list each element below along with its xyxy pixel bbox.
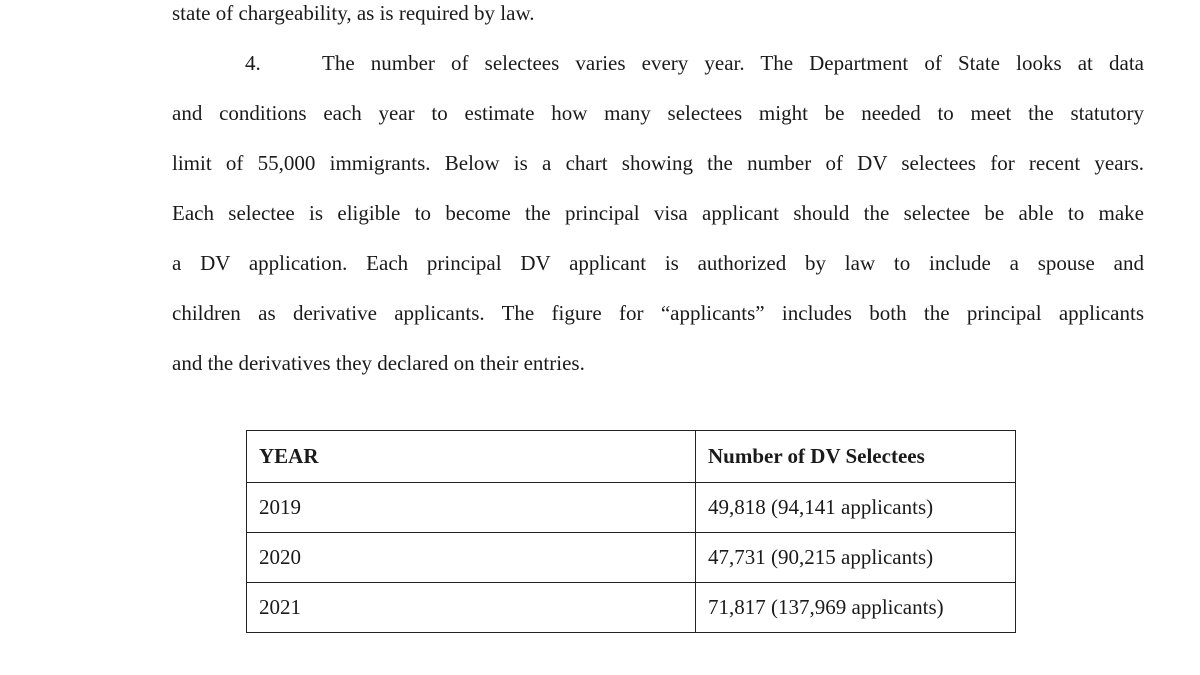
table-cell-selectees: 49,818 (94,141 applicants) (696, 483, 1016, 533)
column-header-selectees: Number of DV Selectees (696, 431, 1016, 483)
text-line: a DV application. Each principal DV applicant is authorized by law to include a spouse and (172, 251, 1144, 275)
table-row (247, 583, 1016, 633)
column-header-year: YEAR (247, 431, 696, 483)
table-cell-year: 2019 (247, 483, 696, 533)
table-cell-selectees: 71,817 (137,969 applicants) (696, 583, 1016, 633)
text-line: limit of 55,000 immigrants. Below is a chart showing the number of DV selectees for recent years. (172, 151, 1144, 175)
table-cell-selectees: 47,731 (90,215 applicants) (696, 533, 1016, 583)
table-cell-year: 2021 (247, 583, 696, 633)
paragraph-number: 4. (245, 51, 261, 75)
table-cell-year: 2020 (247, 533, 696, 583)
text-line: state of chargeability, as is required by law. (172, 1, 535, 25)
table-header-row (247, 431, 1016, 483)
text-line: Each selectee is eligible to become the principal visa applicant should the selectee be able to make (172, 201, 1144, 225)
text-line: and the derivatives they declared on their entries. (172, 351, 585, 375)
table-row (247, 483, 1016, 533)
dv-selectees-table (246, 430, 1016, 633)
text-line: children as derivative applicants. The figure for “applicants” includes both the principal applicants (172, 301, 1144, 325)
text-line: The number of selectees varies every year. The Department of State looks at data (322, 51, 1144, 75)
text-line: and conditions each year to estimate how many selectees might be needed to meet the statutory (172, 101, 1144, 125)
table-row (247, 533, 1016, 583)
